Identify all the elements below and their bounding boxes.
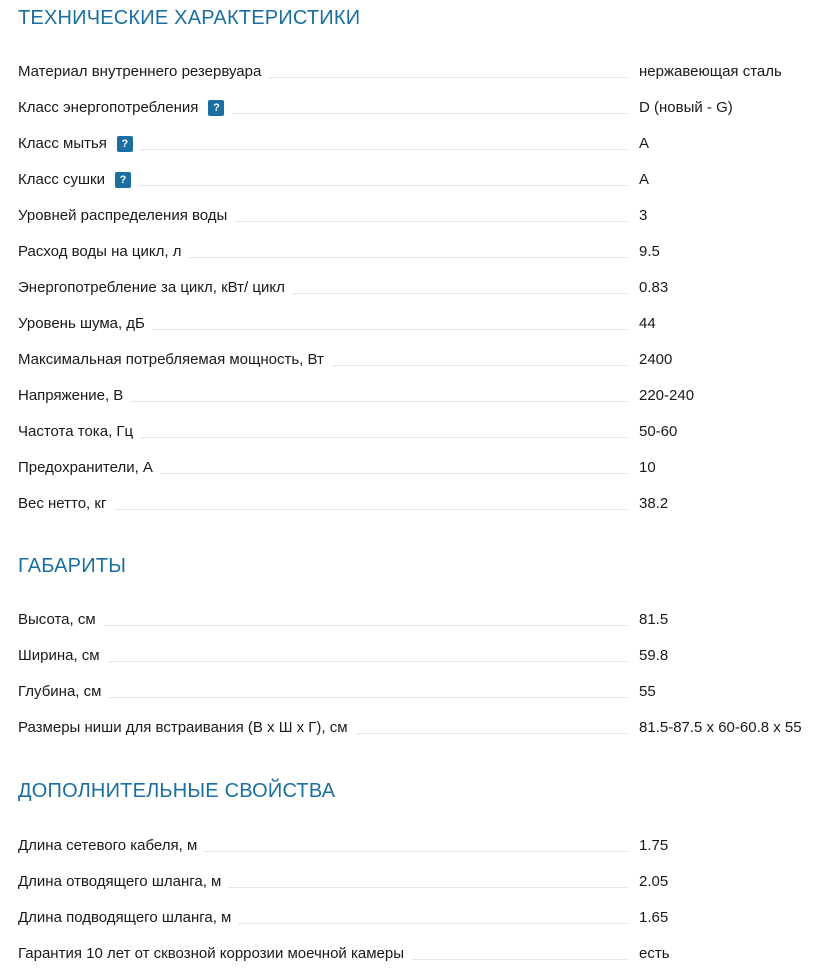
spec-label: Размеры ниши для встраивания (В х Ш х Г), см bbox=[18, 719, 348, 736]
spec-row bbox=[18, 234, 818, 270]
dotted-leader bbox=[18, 625, 628, 626]
help-icon[interactable]: ? bbox=[208, 100, 224, 116]
spec-row bbox=[18, 900, 818, 936]
spec-row bbox=[18, 90, 818, 126]
spec-row bbox=[18, 486, 818, 522]
spec-row bbox=[18, 270, 818, 306]
dimensions-list bbox=[18, 602, 818, 746]
spec-row bbox=[18, 828, 818, 864]
dotted-leader bbox=[18, 661, 628, 662]
tech-specs-title: ТЕХНИЧЕСКИЕ ХАРАКТЕРИСТИКИ bbox=[18, 7, 361, 29]
spec-label: Класс энергопотребления bbox=[18, 99, 199, 116]
spec-row bbox=[18, 864, 818, 900]
spec-value: нержавеющая сталь bbox=[639, 63, 782, 80]
spec-value: 59.8 bbox=[639, 647, 669, 664]
spec-label: Ширина, см bbox=[18, 647, 100, 664]
extra-properties-list bbox=[18, 828, 818, 972]
dotted-leader bbox=[18, 697, 628, 698]
spec-label: Материал внутреннего резервуара bbox=[18, 63, 262, 80]
spec-row bbox=[18, 198, 818, 234]
spec-label: Класс мытья bbox=[18, 135, 107, 152]
spec-label: Частота тока, Гц bbox=[18, 423, 134, 440]
spec-label: Длина отводящего шланга, м bbox=[18, 873, 222, 890]
help-icon[interactable]: ? bbox=[115, 172, 131, 188]
tech-specs-list bbox=[18, 54, 818, 522]
spec-row bbox=[18, 936, 818, 972]
spec-row bbox=[18, 126, 818, 162]
spec-label: Вес нетто, кг bbox=[18, 495, 107, 512]
spec-value: 44 bbox=[639, 315, 656, 332]
spec-row bbox=[18, 450, 818, 486]
spec-value: 55 bbox=[639, 683, 656, 700]
spec-row bbox=[18, 674, 818, 710]
spec-value: 81.5 bbox=[639, 611, 669, 628]
spec-row bbox=[18, 342, 818, 378]
tech-specs-section bbox=[18, 6, 818, 522]
dimensions-title: ГАБАРИТЫ bbox=[18, 555, 127, 577]
spec-label: Длина подводящего шланга, м bbox=[18, 909, 232, 926]
spec-value: 3 bbox=[639, 207, 648, 224]
spec-label: Расход воды на цикл, л bbox=[18, 243, 182, 260]
spec-value: 9.5 bbox=[639, 243, 660, 260]
extra-properties-section bbox=[18, 779, 818, 972]
spec-row bbox=[18, 306, 818, 342]
spec-value: 10 bbox=[639, 459, 656, 476]
spec-value: 2.05 bbox=[639, 873, 669, 890]
spec-value: A bbox=[639, 135, 650, 152]
spec-row bbox=[18, 710, 818, 746]
spec-value: 0.83 bbox=[639, 279, 669, 296]
spec-row bbox=[18, 602, 818, 638]
spec-label: Гарантия 10 лет от сквозной коррозии моечной камеры bbox=[18, 945, 404, 962]
extra-properties-title: ДОПОЛНИТЕЛЬНЫЕ СВОЙСТВА bbox=[18, 780, 336, 802]
spec-label: Длина сетевого кабеля, м bbox=[18, 837, 198, 854]
spec-row bbox=[18, 414, 818, 450]
dimensions-section bbox=[18, 554, 818, 746]
spec-row bbox=[18, 378, 818, 414]
spec-label: Максимальная потребляемая мощность, Вт bbox=[18, 351, 324, 368]
spec-value: 81.5-87.5 x 60-60.8 x 55 bbox=[639, 719, 802, 736]
spec-label: Уровней распределения воды bbox=[18, 207, 228, 224]
spec-value: A bbox=[639, 171, 650, 188]
spec-value: D (новый - G) bbox=[639, 99, 733, 116]
spec-row bbox=[18, 162, 818, 198]
spec-label: Высота, см bbox=[18, 611, 96, 628]
spec-label: Класс сушки bbox=[18, 171, 105, 188]
spec-value: 220-240 bbox=[639, 387, 695, 404]
spec-label: Напряжение, В bbox=[18, 387, 124, 404]
spec-label: Предохранители, А bbox=[18, 459, 153, 476]
spec-value: есть bbox=[639, 945, 670, 962]
help-icon[interactable]: ? bbox=[117, 136, 133, 152]
spec-row bbox=[18, 638, 818, 674]
spec-label: Уровень шума, дБ bbox=[18, 315, 145, 332]
spec-label: Глубина, см bbox=[18, 683, 102, 700]
spec-value: 50-60 bbox=[639, 423, 678, 440]
spec-value: 1.75 bbox=[639, 837, 669, 854]
spec-value: 1.65 bbox=[639, 909, 669, 926]
spec-row bbox=[18, 54, 818, 90]
spec-value: 2400 bbox=[639, 351, 673, 368]
spec-value: 38.2 bbox=[639, 495, 669, 512]
spec-label: Энергопотребление за цикл, кВт/ цикл bbox=[18, 279, 285, 296]
